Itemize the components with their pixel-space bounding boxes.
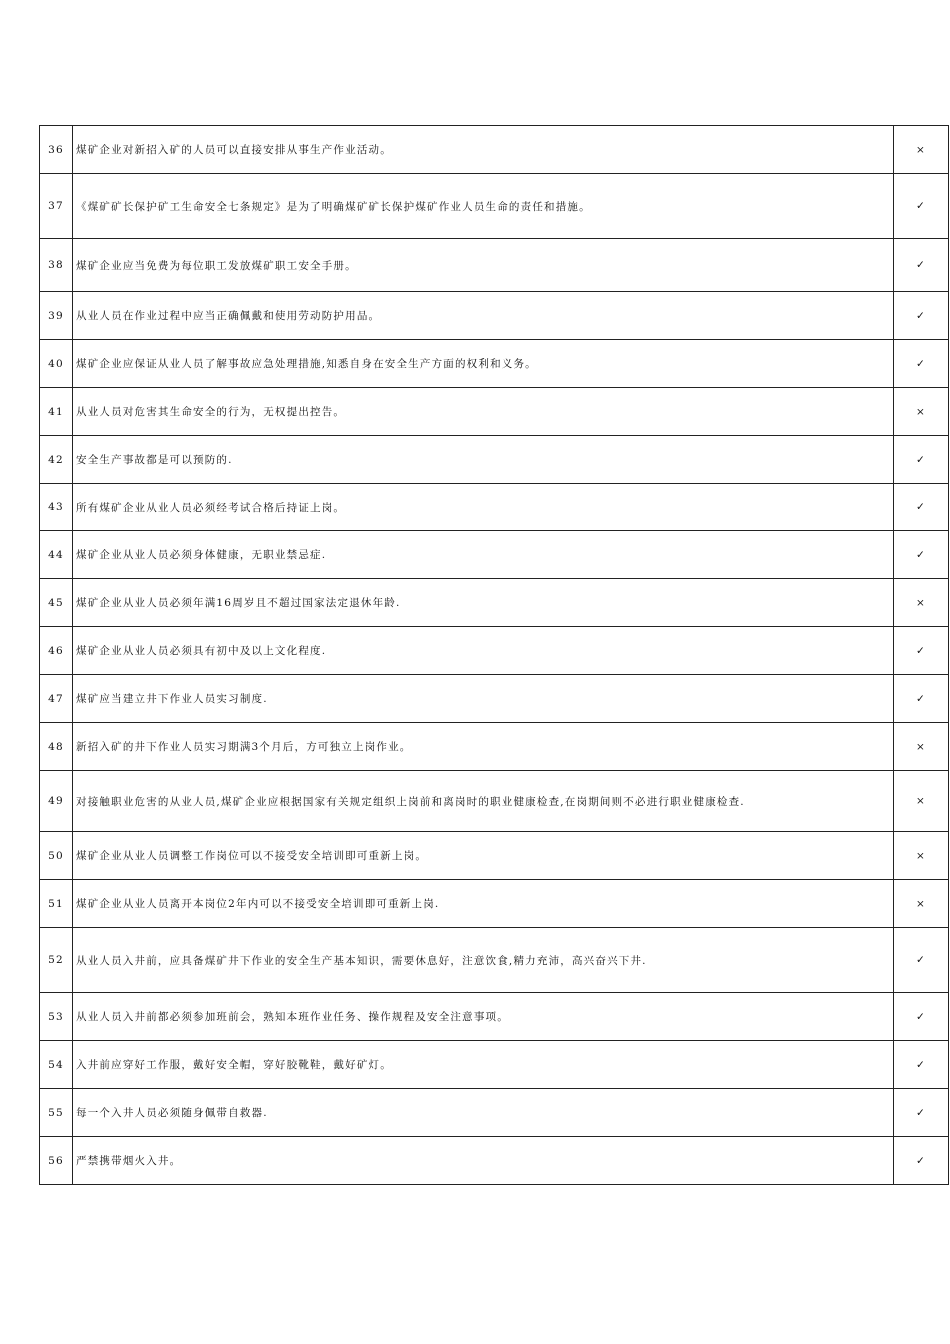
table-row	[40, 174, 949, 239]
row-statement: 入井前应穿好工作服，戴好安全帽，穿好胶靴鞋，戴好矿灯。	[73, 1041, 894, 1089]
row-answer-mark: ✓	[893, 340, 948, 388]
row-answer-mark: ×	[893, 771, 948, 832]
table-row	[40, 239, 949, 292]
table-row	[40, 675, 949, 723]
row-statement: 煤矿企业应当免费为每位职工发放煤矿职工安全手册。	[73, 239, 894, 292]
row-number: 56	[40, 1137, 73, 1185]
table-row	[40, 993, 949, 1041]
row-answer-mark: ✓	[893, 1137, 948, 1185]
row-statement: 煤矿企业从业人员调整工作岗位可以不接受安全培训即可重新上岗。	[73, 832, 894, 880]
row-statement: 从业人员入井前都必须参加班前会，熟知本班作业任务、操作规程及安全注意事项。	[73, 993, 894, 1041]
row-answer-mark: ✓	[893, 993, 948, 1041]
row-number: 42	[40, 436, 73, 484]
row-number: 41	[40, 388, 73, 436]
row-number: 38	[40, 239, 73, 292]
row-answer-mark: ×	[893, 579, 948, 627]
row-statement: 从业人员入井前，应具备煤矿井下作业的安全生产基本知识，需要休息好，注意饮食,精力充沛，高兴奋兴下井.	[73, 928, 894, 993]
row-answer-mark: ✓	[893, 239, 948, 292]
row-number: 40	[40, 340, 73, 388]
row-number: 43	[40, 484, 73, 531]
table-row	[40, 436, 949, 484]
row-answer-mark: ✓	[893, 1041, 948, 1089]
row-number: 52	[40, 928, 73, 993]
row-statement: 从业人员在作业过程中应当正确佩戴和使用劳动防护用品。	[73, 292, 894, 340]
row-answer-mark: ✓	[893, 436, 948, 484]
row-statement: 煤矿企业从业人员必须身体健康，无职业禁忌症.	[73, 531, 894, 579]
row-statement: 每一个入井人员必须随身佩带自救器.	[73, 1089, 894, 1137]
row-statement: 煤矿应当建立井下作业人员实习制度.	[73, 675, 894, 723]
table-row	[40, 484, 949, 531]
table-row	[40, 880, 949, 928]
row-statement: 煤矿企业从业人员离开本岗位2年内可以不接受安全培训即可重新上岗.	[73, 880, 894, 928]
row-answer-mark: ✓	[893, 292, 948, 340]
row-answer-mark: ✓	[893, 531, 948, 579]
row-number: 47	[40, 675, 73, 723]
row-statement: 对接触职业危害的从业人员,煤矿企业应根据国家有关规定组织上岗前和离岗时的职业健康检查,在岗期间则不必进行职业健康检查.	[73, 771, 894, 832]
row-number: 45	[40, 579, 73, 627]
row-number: 54	[40, 1041, 73, 1089]
row-answer-mark: ×	[893, 832, 948, 880]
table-row	[40, 531, 949, 579]
table-row	[40, 292, 949, 340]
row-number: 46	[40, 627, 73, 675]
row-statement: 新招入矿的井下作业人员实习期满3个月后，方可独立上岗作业。	[73, 723, 894, 771]
row-number: 39	[40, 292, 73, 340]
row-answer-mark: ×	[893, 126, 948, 174]
row-answer-mark: ✓	[893, 627, 948, 675]
row-number: 49	[40, 771, 73, 832]
row-number: 51	[40, 880, 73, 928]
row-statement: 煤矿企业应保证从业人员了解事故应急处理措施,知悉自身在安全生产方面的权利和义务。	[73, 340, 894, 388]
question-table	[39, 125, 949, 1185]
row-number: 36	[40, 126, 73, 174]
row-statement: 严禁携带烟火入井。	[73, 1137, 894, 1185]
row-answer-mark: ✓	[893, 928, 948, 993]
table-row	[40, 126, 949, 174]
row-statement: 煤矿企业从业人员必须年满16周岁且不超过国家法定退休年龄.	[73, 579, 894, 627]
row-statement: 煤矿企业从业人员必须具有初中及以上文化程度.	[73, 627, 894, 675]
row-number: 53	[40, 993, 73, 1041]
row-statement: 煤矿企业对新招入矿的人员可以直接安排从事生产作业活动。	[73, 126, 894, 174]
table-row	[40, 388, 949, 436]
row-answer-mark: ×	[893, 723, 948, 771]
row-statement: 《煤矿矿长保护矿工生命安全七条规定》是为了明确煤矿矿长保护煤矿作业人员生命的责任和措施。	[73, 174, 894, 239]
row-answer-mark: ✓	[893, 1089, 948, 1137]
row-number: 37	[40, 174, 73, 239]
table-row	[40, 627, 949, 675]
row-number: 48	[40, 723, 73, 771]
table-row	[40, 723, 949, 771]
table-row	[40, 340, 949, 388]
table-row	[40, 579, 949, 627]
row-number: 50	[40, 832, 73, 880]
table-row	[40, 1089, 949, 1137]
row-answer-mark: ✓	[893, 484, 948, 531]
table-row	[40, 928, 949, 993]
table-row	[40, 1041, 949, 1089]
row-statement: 从业人员对危害其生命安全的行为，无权提出控告。	[73, 388, 894, 436]
row-answer-mark: ×	[893, 388, 948, 436]
row-statement: 安全生产事故都是可以预防的.	[73, 436, 894, 484]
row-statement: 所有煤矿企业从业人员必须经考试合格后持证上岗。	[73, 484, 894, 531]
row-number: 55	[40, 1089, 73, 1137]
table-row	[40, 1137, 949, 1185]
table-row	[40, 832, 949, 880]
row-number: 44	[40, 531, 73, 579]
row-answer-mark: ✓	[893, 174, 948, 239]
row-answer-mark: ✓	[893, 675, 948, 723]
table-row	[40, 771, 949, 832]
row-answer-mark: ×	[893, 880, 948, 928]
